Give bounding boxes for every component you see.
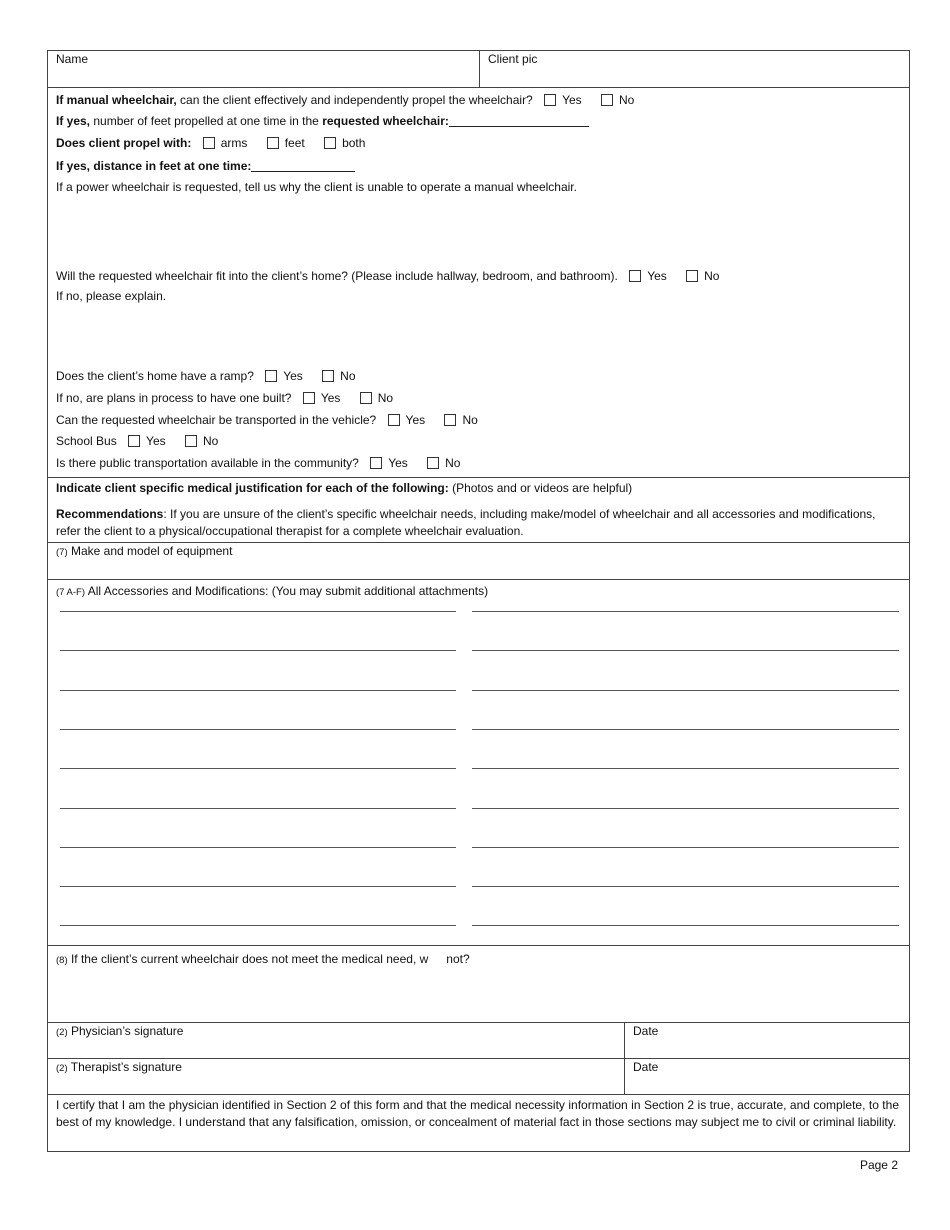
vehicle-yes-checkbox[interactable] <box>388 414 400 426</box>
public-transport-question: Is there public transportation available in the community? Yes No <box>56 456 461 470</box>
both-checkbox[interactable] <box>324 137 336 149</box>
accessory-line-right[interactable] <box>472 925 899 926</box>
school-bus-yes-checkbox[interactable] <box>128 435 140 447</box>
public-transport-yes-checkbox[interactable] <box>370 457 382 469</box>
home-fit-question: Will the requested wheelchair fit into the client’s home? (Please include hallway, bedroom, and bathroom). Yes No <box>56 269 720 283</box>
accessory-line-left[interactable] <box>60 886 456 887</box>
accessory-line-left[interactable] <box>60 847 456 848</box>
school-bus-question: School Bus Yes No <box>56 434 219 448</box>
equipment-label: (7) Make and model of equipment <box>56 544 233 558</box>
recommendations-text: Recommendations: If you are unsure of the client’s specific wheelchair needs, including make/model of wheelchair and all accessories and modifications, refer the client to a physical/occupational therapist for a complete wheelchair evaluation. <box>56 507 876 538</box>
accessory-line-left[interactable] <box>60 650 456 651</box>
ramp-question: Does the client’s home have a ramp? Yes No <box>56 369 356 383</box>
accessories-section <box>48 580 909 946</box>
ramp-plans-yes-checkbox[interactable] <box>303 392 315 404</box>
accessory-line-right[interactable] <box>472 729 899 730</box>
header-row <box>48 51 909 88</box>
propel-no-checkbox[interactable] <box>601 94 613 106</box>
distance-input[interactable] <box>251 159 355 172</box>
propulsion-section <box>48 88 909 478</box>
accessory-line-left[interactable] <box>60 925 456 926</box>
accessory-line-right[interactable] <box>472 611 899 612</box>
accessory-line-left[interactable] <box>60 768 456 769</box>
accessories-label: (7 A-F) All Accessories and Modifications: (You may submit additional attachments) <box>56 584 489 598</box>
accessory-line-left[interactable] <box>60 808 456 809</box>
vehicle-no-checkbox[interactable] <box>444 414 456 426</box>
current-chair-label: (8) If the client’s current wheelchair does not meet the medical need, w not? <box>56 952 470 966</box>
arms-checkbox[interactable] <box>203 137 215 149</box>
distance-question: If yes, distance in feet at one time: <box>56 158 355 174</box>
ramp-no-checkbox[interactable] <box>322 370 334 382</box>
accessory-line-left[interactable] <box>60 611 456 612</box>
physician-signature-field[interactable]: (2) Physician’s signature <box>56 1024 184 1038</box>
school-bus-no-checkbox[interactable] <box>185 435 197 447</box>
accessory-line-right[interactable] <box>472 886 899 887</box>
home-fit-explain: If no, please explain. <box>56 289 167 303</box>
feet-propelled-input[interactable] <box>449 114 589 127</box>
client-pic-label: Client pic <box>488 52 538 66</box>
client-pic-field[interactable] <box>479 51 909 87</box>
accessory-line-left[interactable] <box>60 690 456 691</box>
ramp-plans-no-checkbox[interactable] <box>360 392 372 404</box>
propel-with-question: Does client propel with: arms feet both <box>56 136 366 150</box>
ramp-plans-question: If no, are plans in process to have one built? Yes No <box>56 391 394 405</box>
wheelchair-form <box>47 50 910 1152</box>
equipment-row[interactable] <box>48 543 909 580</box>
accessory-line-right[interactable] <box>472 847 899 848</box>
ramp-yes-checkbox[interactable] <box>265 370 277 382</box>
accessory-line-right[interactable] <box>472 808 899 809</box>
page-number: Page 2 <box>859 1158 898 1172</box>
home-fit-yes-checkbox[interactable] <box>629 270 641 282</box>
physician-row <box>48 1023 909 1059</box>
accessory-line-right[interactable] <box>472 768 899 769</box>
power-wheelchair-question: If a power wheelchair is requested, tell us why the client is unable to operate a manual wheelchair. <box>56 180 577 194</box>
home-fit-no-checkbox[interactable] <box>686 270 698 282</box>
certification-row <box>48 1095 909 1151</box>
name-field[interactable] <box>48 51 479 87</box>
therapist-date-field[interactable]: Date <box>624 1059 909 1094</box>
vehicle-transport-question: Can the requested wheelchair be transported in the vehicle? Yes No <box>56 413 478 427</box>
certification-text: I certify that I am the physician identified in Section 2 of this form and that the medical necessity information in Section 2 is true, accurate, and complete, to the best of my knowledge. I understand that any falsification, omission, or concealment of material fact in those sections may subject me to civil or criminal liability. <box>56 1098 899 1129</box>
manual-propel-question: If manual wheelchair, can the client effectively and independently propel the wheelchair? Yes No <box>56 93 635 107</box>
accessory-line-right[interactable] <box>472 690 899 691</box>
current-chair-row[interactable] <box>48 946 909 1023</box>
therapist-signature-field[interactable]: (2) Therapist’s signature <box>56 1060 182 1074</box>
name-label: Name <box>56 52 89 66</box>
justification-heading: Indicate client specific medical justification for each of the following: (Photos and or videos are helpful) <box>56 481 633 495</box>
accessory-line-left[interactable] <box>60 729 456 730</box>
therapist-row <box>48 1059 909 1095</box>
feet-propelled-question: If yes, number of feet propelled at one time in the requested wheelchair: <box>56 113 589 129</box>
propel-yes-checkbox[interactable] <box>544 94 556 106</box>
justification-section <box>48 478 909 543</box>
accessory-line-right[interactable] <box>472 650 899 651</box>
physician-date-field[interactable]: Date <box>624 1023 909 1058</box>
feet-checkbox[interactable] <box>267 137 279 149</box>
public-transport-no-checkbox[interactable] <box>427 457 439 469</box>
